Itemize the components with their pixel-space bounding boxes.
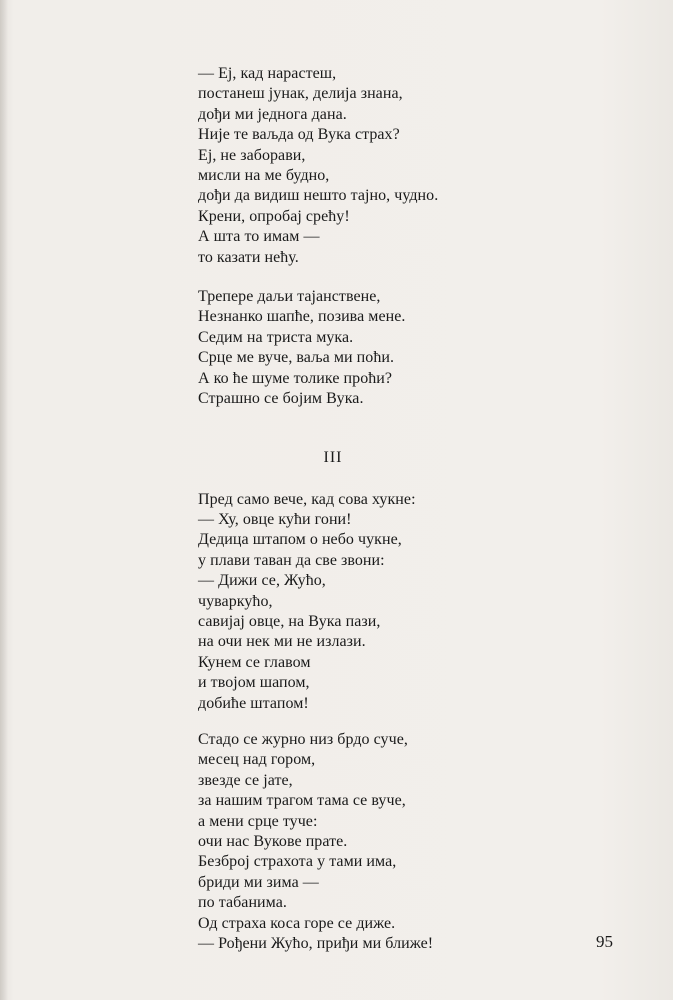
poem-line: савијај овце, на Вука пази, — [198, 612, 381, 630]
poem-line: месец над гором, — [198, 751, 316, 769]
stanza-2 — [198, 287, 518, 409]
poem-line: Стадо се журно низ брдо суче, — [198, 730, 408, 748]
poem-line: — Дижи се, Жућо, — [198, 572, 326, 590]
stanza-gap — [198, 714, 518, 730]
poem-line: Страшно се бојим Вука. — [198, 390, 364, 408]
poem-line: Трепере даљи тајанствене, — [198, 288, 381, 306]
poem-line: А шта то имам — — [198, 228, 320, 246]
stanza-1 — [198, 64, 518, 268]
poem-line: — Ej, кад нарастеш, — [198, 65, 337, 82]
stanza-4 — [198, 730, 518, 954]
poem-line: — Ху, овце кући гони! — [198, 510, 352, 528]
stanza-gap — [198, 268, 518, 287]
poem-line: Пред само вече, кад сова хукне: — [198, 490, 416, 508]
poem-line: А ко ће шуме толике проћи? — [198, 369, 393, 387]
poem-line: дођи да видиш нешто тајно, чудно. — [198, 187, 439, 205]
section-gap-top — [198, 410, 518, 448]
stanza-3 — [198, 490, 518, 714]
poem-line: звезде се јате, — [198, 771, 293, 789]
poem-line: очи нас Вукове прате. — [198, 833, 348, 850]
section-gap-bottom — [198, 468, 518, 490]
poem-line: дођи ми једнога дана. — [198, 105, 347, 123]
poem-line: — Рођени Жућо, приђи ми ближе! — [198, 935, 434, 953]
poem-line: Није те ваљда од Вука страх? — [198, 126, 400, 144]
poem-line: Крени, опробај срећу! — [198, 207, 350, 225]
poem-line: добиће штапом! — [198, 694, 309, 712]
poem-line: а мени срце туче: — [198, 812, 318, 830]
poem-line: постанеш јунак, делија знана, — [198, 85, 403, 103]
poem-line: на очи нек ми не излази. — [198, 633, 366, 651]
poem-text — [198, 64, 518, 954]
poem-line: то казати нећу. — [198, 248, 299, 266]
poem-line: чуваркућо, — [198, 592, 273, 610]
poem-line: Седим на триста мука. — [198, 328, 354, 346]
poem-line: Од страха коса горе се диже. — [198, 914, 396, 932]
poem-line: за нашим трагом тама се вуче, — [198, 792, 406, 810]
poem-line: Незнанко шапће, позива мене. — [198, 308, 406, 326]
poem-line: у плави таван да све звони: — [198, 551, 385, 569]
poem-line: Ej, не заборави, — [198, 146, 306, 164]
page-number: 95 — [596, 932, 613, 951]
poem-line: Срце ме вуче, ваља ми поћи. — [198, 349, 395, 367]
poem-line: Безброј страхота у тами има, — [198, 853, 397, 871]
poem-line: и твојом шапом, — [198, 674, 310, 692]
poem-line: Дедица штапом о небо чукне, — [198, 531, 402, 549]
poem-line: мисли на ме будно, — [198, 167, 330, 185]
poem-line: бриди ми зима — — [198, 873, 319, 891]
section-number: III — [323, 448, 343, 466]
page-gutter-shadow — [0, 0, 8, 1000]
poem-line: Кунем се главом — [198, 653, 311, 671]
poem-line: по табанима. — [198, 894, 287, 912]
